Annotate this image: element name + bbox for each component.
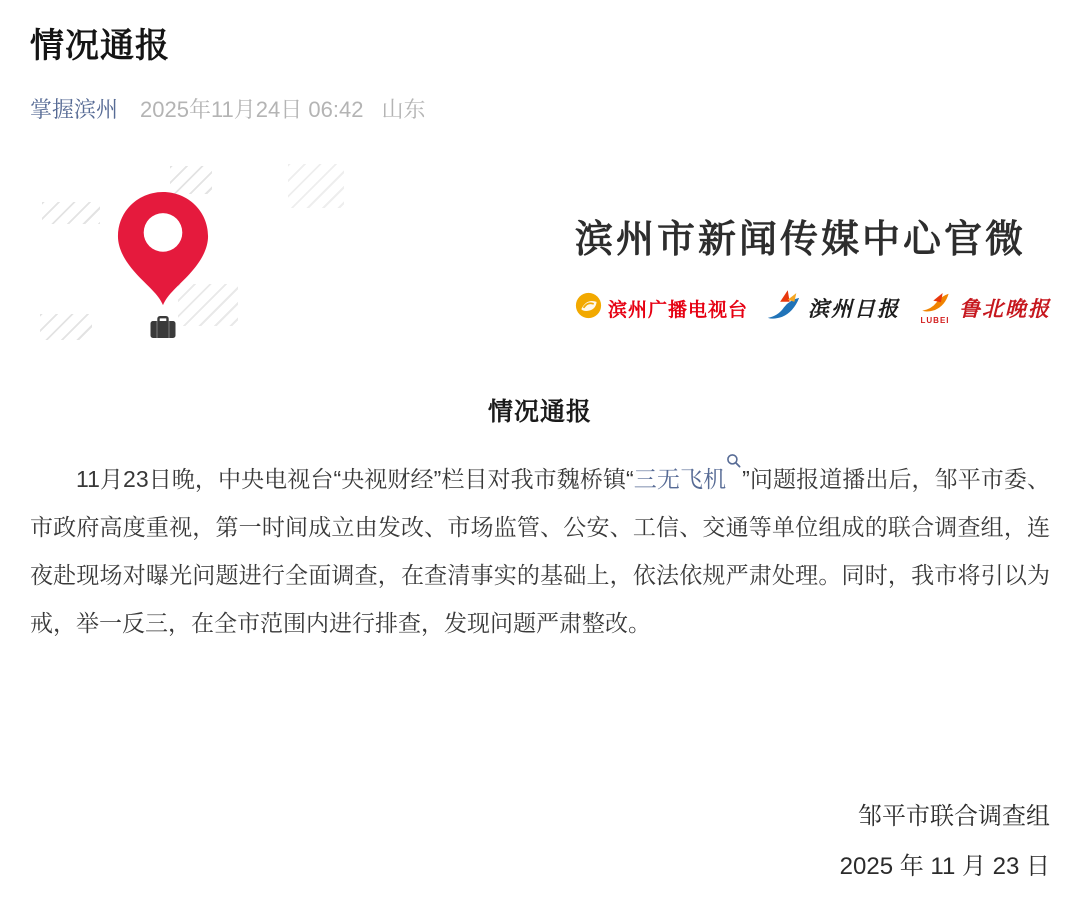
author-link[interactable]: 掌握滨州 <box>30 97 119 122</box>
lubei-logo-icon <box>918 292 952 325</box>
tv-logo-label: 滨州广播电视台 <box>608 299 749 321</box>
search-term-link[interactable]: 三无飞机 <box>633 466 727 492</box>
signature-block <box>840 792 1050 892</box>
banner-image[interactable] <box>0 158 1080 350</box>
speed-lines-icon <box>170 166 212 194</box>
banner-org-block <box>575 208 1051 327</box>
tv-logo-icon <box>575 292 602 324</box>
speed-lines-icon <box>40 314 92 340</box>
banner-logo-row <box>575 289 1051 327</box>
byline <box>30 93 1080 124</box>
speed-lines-icon <box>42 202 100 224</box>
lubei-evening-logo <box>918 292 1051 325</box>
binzhou-tv-logo <box>575 292 748 324</box>
paragraph-text-end: ”问题报道播出后，邹平市委、市政府高度重视，第一时间成立由发改、市场监管、公安、工信、交通等单位组成的联合调查组，连夜赴现场对曝光问题进行全面调查，在查清事实的基础上，依法依规严肃处理。同时，我市将引以为戒，举一反三，在全市范围内进行排查，发现问题严肃整改。 <box>30 466 1050 636</box>
banner-org-title: 滨州市新闻传媒中心官微 <box>575 219 1027 261</box>
lubei-logo-subtext: LUBEI <box>920 315 950 325</box>
daily-logo-icon <box>764 289 802 327</box>
lubei-logo-label: 鲁北晚报 <box>959 297 1052 321</box>
page-title: 情况通报 <box>30 27 170 65</box>
article-heading: 情况通报 <box>487 398 592 426</box>
article-body <box>30 455 1050 647</box>
map-pin-logo <box>116 192 210 344</box>
speed-lines-icon <box>288 164 344 208</box>
search-icon[interactable] <box>726 462 742 483</box>
publish-location: 山东 <box>381 97 426 122</box>
paragraph-text-start: 11月23日晚，中央电视台“央视财经”栏目对我市魏桥镇“ <box>76 466 634 492</box>
binzhou-daily-logo <box>764 289 900 327</box>
briefcase-icon <box>116 316 210 344</box>
daily-logo-label: 滨州日报 <box>808 297 901 321</box>
publish-datetime: 2025年11月24日 06:42 <box>140 97 364 122</box>
signature-org: 邹平市联合调查组 <box>858 803 1050 830</box>
signature-date: 2025 年 11 月 23 日 <box>839 853 1050 880</box>
location-pin-icon <box>117 293 209 310</box>
